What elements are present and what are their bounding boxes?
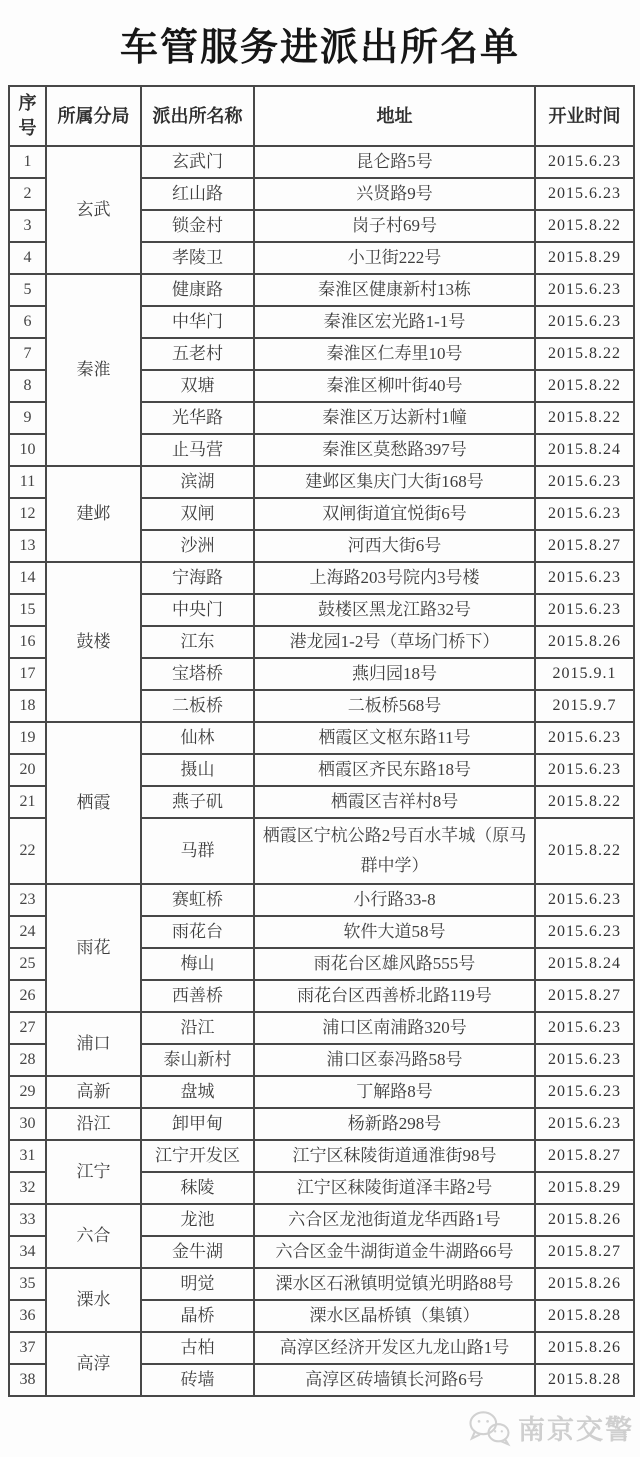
open-date-cell: 2015.8.22: [535, 338, 634, 370]
address-cell: 双闸街道宜悦街6号: [254, 498, 535, 530]
row-index-cell: 5: [9, 274, 46, 306]
open-date-cell: 2015.8.22: [535, 786, 634, 818]
open-date-cell: 2015.8.28: [535, 1300, 634, 1332]
station-name-cell: 红山路: [141, 178, 254, 210]
address-cell: 秦淮区仁寿里10号: [254, 338, 535, 370]
station-name-cell: 砖墙: [141, 1364, 254, 1396]
station-name-cell: 秣陵: [141, 1172, 254, 1204]
table-body: [9, 146, 634, 1396]
row-index-cell: 28: [9, 1044, 46, 1076]
table-row: [9, 562, 634, 594]
open-date-cell: 2015.6.23: [535, 274, 634, 306]
watermark-text: 南京交警: [518, 1415, 634, 1445]
col-header-station: 派出所名称: [141, 86, 254, 146]
row-index-cell: 11: [9, 466, 46, 498]
address-cell: 软件大道58号: [254, 916, 535, 948]
bureau-cell: 鼓楼: [46, 562, 141, 722]
station-name-cell: 泰山新村: [141, 1044, 254, 1076]
header-row: [9, 86, 634, 146]
address-cell: 雨花台区西善桥北路119号: [254, 980, 535, 1012]
address-cell: 秦淮区万达新村1幢: [254, 402, 535, 434]
station-name-cell: 雨花台: [141, 916, 254, 948]
address-cell: 燕归园18号: [254, 658, 535, 690]
table-row: [9, 146, 634, 178]
station-name-cell: 江东: [141, 626, 254, 658]
open-date-cell: 2015.6.23: [535, 916, 634, 948]
row-index-cell: 30: [9, 1108, 46, 1140]
station-name-cell: 双塘: [141, 370, 254, 402]
table-row: [9, 722, 634, 754]
row-index-cell: 14: [9, 562, 46, 594]
bureau-cell: 溧水: [46, 1268, 141, 1332]
watermark: [466, 1408, 634, 1447]
row-index-cell: 31: [9, 1140, 46, 1172]
station-name-cell: 卸甲甸: [141, 1108, 254, 1140]
table-row: [9, 466, 634, 498]
address-cell: 浦口区南浦路320号: [254, 1012, 535, 1044]
row-index-cell: 38: [9, 1364, 46, 1396]
row-index-cell: 32: [9, 1172, 46, 1204]
address-cell: 杨新路298号: [254, 1108, 535, 1140]
address-cell: 秦淮区莫愁路397号: [254, 434, 535, 466]
table-header: [9, 86, 634, 146]
address-cell: 小行路33-8: [254, 884, 535, 916]
row-index-cell: 13: [9, 530, 46, 562]
row-index-cell: 18: [9, 690, 46, 722]
open-date-cell: 2015.8.22: [535, 818, 634, 884]
open-date-cell: 2015.8.27: [535, 1236, 634, 1268]
address-cell: 秦淮区健康新村13栋: [254, 274, 535, 306]
address-cell: 港龙园1-2号（草场门桥下）: [254, 626, 535, 658]
open-date-cell: 2015.8.29: [535, 242, 634, 274]
row-index-cell: 36: [9, 1300, 46, 1332]
station-name-cell: 光华路: [141, 402, 254, 434]
station-name-cell: 锁金村: [141, 210, 254, 242]
row-index-cell: 16: [9, 626, 46, 658]
open-date-cell: 2015.8.26: [535, 1268, 634, 1300]
bureau-cell: 建邺: [46, 466, 141, 562]
station-table: [8, 85, 635, 1397]
station-name-cell: 梅山: [141, 948, 254, 980]
col-header-address: 地址: [254, 86, 535, 146]
row-index-cell: 35: [9, 1268, 46, 1300]
address-cell: 栖霞区宁杭公路2号百水芊城（原马群中学）: [254, 818, 535, 884]
row-index-cell: 33: [9, 1204, 46, 1236]
open-date-cell: 2015.8.24: [535, 948, 634, 980]
col-header-open-date: 开业时间: [535, 86, 634, 146]
station-name-cell: 燕子矶: [141, 786, 254, 818]
table-row: [9, 1332, 634, 1364]
address-cell: 建邺区集庆门大街168号: [254, 466, 535, 498]
open-date-cell: 2015.6.23: [535, 1076, 634, 1108]
open-date-cell: 2015.6.23: [535, 146, 634, 178]
bureau-cell: 六合: [46, 1204, 141, 1268]
open-date-cell: 2015.8.27: [535, 1140, 634, 1172]
station-name-cell: 宝塔桥: [141, 658, 254, 690]
station-name-cell: 明觉: [141, 1268, 254, 1300]
address-cell: 栖霞区文枢东路11号: [254, 722, 535, 754]
table-row: [9, 884, 634, 916]
station-name-cell: 五老村: [141, 338, 254, 370]
address-cell: 兴贤路9号: [254, 178, 535, 210]
open-date-cell: 2015.6.23: [535, 1108, 634, 1140]
col-header-index: 序号: [9, 86, 46, 146]
row-index-cell: 10: [9, 434, 46, 466]
open-date-cell: 2015.8.29: [535, 1172, 634, 1204]
address-cell: 江宁区秣陵街道泽丰路2号: [254, 1172, 535, 1204]
row-index-cell: 27: [9, 1012, 46, 1044]
bureau-cell: 秦淮: [46, 274, 141, 466]
station-name-cell: 盘城: [141, 1076, 254, 1108]
table-row: [9, 1268, 634, 1300]
open-date-cell: 2015.8.26: [535, 1204, 634, 1236]
open-date-cell: 2015.9.7: [535, 690, 634, 722]
station-name-cell: 江宁开发区: [141, 1140, 254, 1172]
address-cell: 高淳区经济开发区九龙山路1号: [254, 1332, 535, 1364]
address-cell: 鼓楼区黑龙江路32号: [254, 594, 535, 626]
open-date-cell: 2015.8.26: [535, 1332, 634, 1364]
open-date-cell: 2015.8.22: [535, 210, 634, 242]
address-cell: 江宁区秣陵街道通淮街98号: [254, 1140, 535, 1172]
open-date-cell: 2015.6.23: [535, 1044, 634, 1076]
address-cell: 栖霞区齐民东路18号: [254, 754, 535, 786]
row-index-cell: 37: [9, 1332, 46, 1364]
bureau-cell: 浦口: [46, 1012, 141, 1076]
address-cell: 上海路203号院内3号楼: [254, 562, 535, 594]
address-cell: 秦淮区柳叶街40号: [254, 370, 535, 402]
row-index-cell: 12: [9, 498, 46, 530]
station-name-cell: 中央门: [141, 594, 254, 626]
address-cell: 二板桥568号: [254, 690, 535, 722]
station-name-cell: 健康路: [141, 274, 254, 306]
row-index-cell: 2: [9, 178, 46, 210]
bureau-cell: 玄武: [46, 146, 141, 274]
row-index-cell: 29: [9, 1076, 46, 1108]
address-cell: 秦淮区宏光路1-1号: [254, 306, 535, 338]
wechat-icon: [466, 1409, 512, 1447]
row-index-cell: 23: [9, 884, 46, 916]
open-date-cell: 2015.8.24: [535, 434, 634, 466]
address-cell: 浦口区泰冯路58号: [254, 1044, 535, 1076]
row-index-cell: 25: [9, 948, 46, 980]
row-index-cell: 15: [9, 594, 46, 626]
table-row: [9, 274, 634, 306]
station-name-cell: 仙林: [141, 722, 254, 754]
open-date-cell: 2015.8.27: [535, 530, 634, 562]
open-date-cell: 2015.9.1: [535, 658, 634, 690]
open-date-cell: 2015.8.27: [535, 980, 634, 1012]
station-name-cell: 双闸: [141, 498, 254, 530]
address-cell: 河西大街6号: [254, 530, 535, 562]
address-cell: 溧水区石湫镇明觉镇光明路88号: [254, 1268, 535, 1300]
station-name-cell: 玄武门: [141, 146, 254, 178]
table-row: [9, 1140, 634, 1172]
table-row: [9, 1076, 634, 1108]
open-date-cell: 2015.8.28: [535, 1364, 634, 1396]
open-date-cell: 2015.6.23: [535, 594, 634, 626]
open-date-cell: 2015.6.23: [535, 722, 634, 754]
address-cell: 小卫街222号: [254, 242, 535, 274]
row-index-cell: 26: [9, 980, 46, 1012]
address-cell: 六合区金牛湖街道金牛湖路66号: [254, 1236, 535, 1268]
station-name-cell: 沙洲: [141, 530, 254, 562]
row-index-cell: 19: [9, 722, 46, 754]
station-name-cell: 龙池: [141, 1204, 254, 1236]
open-date-cell: 2015.6.23: [535, 466, 634, 498]
station-name-cell: 赛虹桥: [141, 884, 254, 916]
row-index-cell: 9: [9, 402, 46, 434]
station-name-cell: 宁海路: [141, 562, 254, 594]
row-index-cell: 8: [9, 370, 46, 402]
station-name-cell: 沿江: [141, 1012, 254, 1044]
address-cell: 昆仑路5号: [254, 146, 535, 178]
station-name-cell: 中华门: [141, 306, 254, 338]
open-date-cell: 2015.6.23: [535, 306, 634, 338]
row-index-cell: 3: [9, 210, 46, 242]
station-name-cell: 晶桥: [141, 1300, 254, 1332]
row-index-cell: 17: [9, 658, 46, 690]
row-index-cell: 20: [9, 754, 46, 786]
bureau-cell: 栖霞: [46, 722, 141, 884]
station-name-cell: 摄山: [141, 754, 254, 786]
station-name-cell: 金牛湖: [141, 1236, 254, 1268]
open-date-cell: 2015.6.23: [535, 884, 634, 916]
bureau-cell: 高新: [46, 1076, 141, 1108]
row-index-cell: 6: [9, 306, 46, 338]
address-cell: 高淳区砖墙镇长河路6号: [254, 1364, 535, 1396]
station-name-cell: 西善桥: [141, 980, 254, 1012]
open-date-cell: 2015.6.23: [535, 562, 634, 594]
row-index-cell: 34: [9, 1236, 46, 1268]
bureau-cell: 高淳: [46, 1332, 141, 1396]
page-title: 车管服务进派出所名单: [119, 27, 520, 69]
station-name-cell: 孝陵卫: [141, 242, 254, 274]
station-name-cell: 古柏: [141, 1332, 254, 1364]
row-index-cell: 21: [9, 786, 46, 818]
address-cell: 岗子村69号: [254, 210, 535, 242]
row-index-cell: 24: [9, 916, 46, 948]
address-cell: 丁解路8号: [254, 1076, 535, 1108]
col-header-bureau: 所属分局: [46, 86, 141, 146]
open-date-cell: 2015.6.23: [535, 178, 634, 210]
station-name-cell: 二板桥: [141, 690, 254, 722]
row-index-cell: 4: [9, 242, 46, 274]
address-cell: 雨花台区雄风路555号: [254, 948, 535, 980]
row-index-cell: 1: [9, 146, 46, 178]
bureau-cell: 雨花: [46, 884, 141, 1012]
open-date-cell: 2015.8.22: [535, 402, 634, 434]
address-cell: 六合区龙池街道龙华西路1号: [254, 1204, 535, 1236]
open-date-cell: 2015.6.23: [535, 1012, 634, 1044]
address-cell: 溧水区晶桥镇（集镇）: [254, 1300, 535, 1332]
station-name-cell: 滨湖: [141, 466, 254, 498]
station-name-cell: 止马营: [141, 434, 254, 466]
open-date-cell: 2015.8.26: [535, 626, 634, 658]
bureau-cell: 江宁: [46, 1140, 141, 1204]
row-index-cell: 22: [9, 818, 46, 884]
table-row: [9, 1012, 634, 1044]
address-cell: 栖霞区吉祥村8号: [254, 786, 535, 818]
open-date-cell: 2015.8.22: [535, 370, 634, 402]
table-row: [9, 1204, 634, 1236]
bureau-cell: 沿江: [46, 1108, 141, 1140]
table-row: [9, 1108, 634, 1140]
open-date-cell: 2015.6.23: [535, 754, 634, 786]
station-name-cell: 马群: [141, 818, 254, 884]
row-index-cell: 7: [9, 338, 46, 370]
open-date-cell: 2015.6.23: [535, 498, 634, 530]
